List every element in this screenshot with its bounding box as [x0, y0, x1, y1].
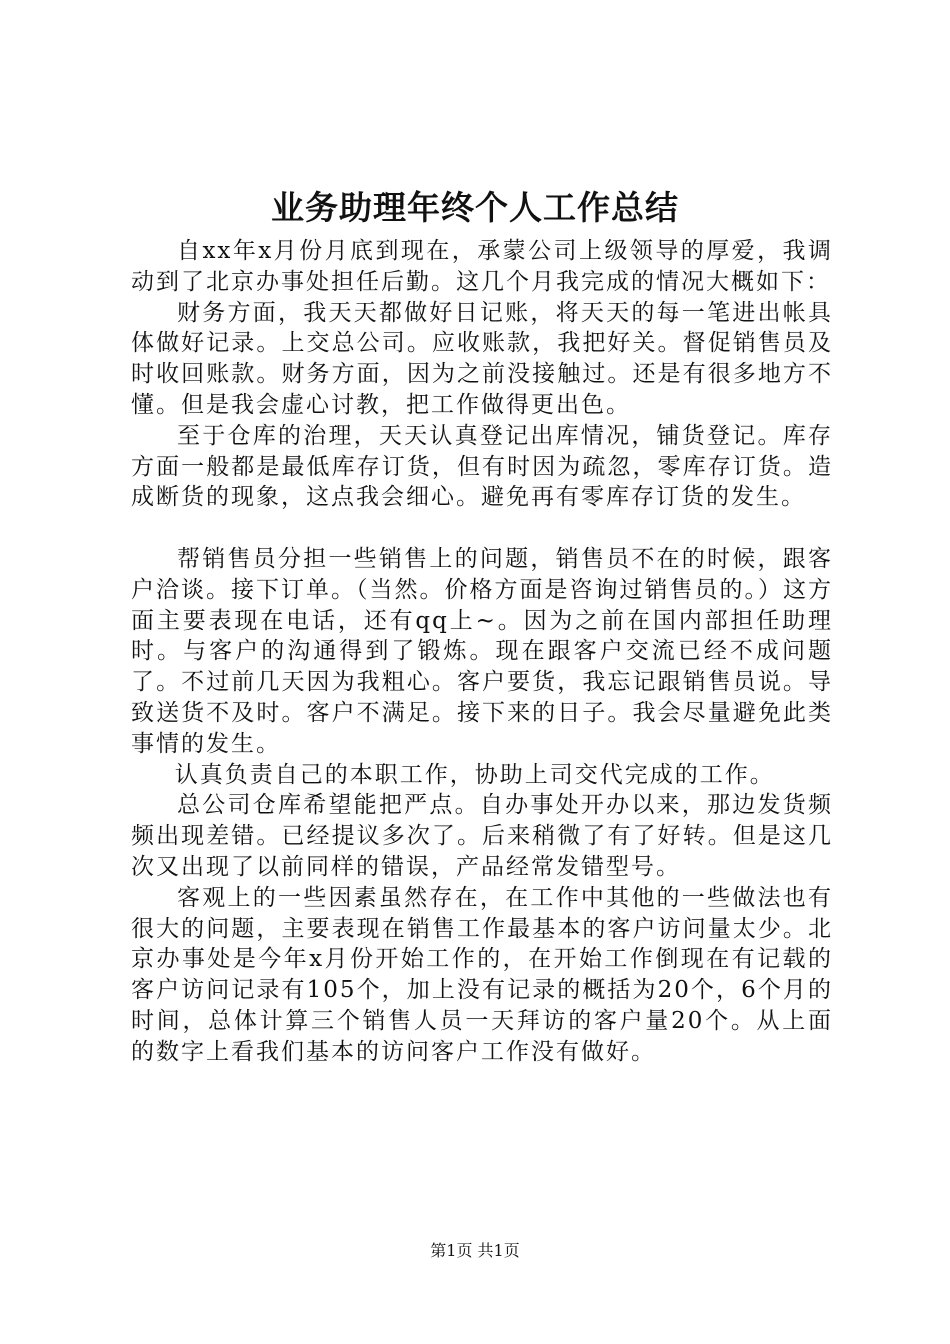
paragraph-spacer	[131, 513, 833, 544]
paragraph-finance: 财务方面，我天天都做好日记账，将天天的每一笔进出帐具体做好记录。上交总公司。应收账款，我把好关。督促销售员及时收回账款。财务方面，因为之前没接触过。还是有很多地方不懂。但是我会虚心讨教，把工作做得更出色。	[131, 299, 833, 418]
paragraph-head-office: 总公司仓库希望能把严点。自办事处开办以来，那边发货频频出现差错。已经提议多次了。后来稍微了有了好转。但是这几次又出现了以前同样的错误，产品经常发错型号。	[131, 792, 833, 880]
document-body	[131, 236, 833, 1068]
paragraph-objective: 客观上的一些因素虽然存在，在工作中其他的一些做法也有很大的问题，主要表现在销售工作最基本的客户访问量太少。北京办事处是今年x月份开始工作的，在开始工作倒现在有记载的客户访问记录有105个，加上没有记录的概括为20个，6个月的时间，总体计算三个销售人员一天拜访的客户量20个。从上面的数字上看我们基本的访问客户工作没有做好。	[131, 884, 833, 1065]
document-title: 业务助理年终个人工作总结	[271, 188, 679, 227]
paragraph-sales-support: 帮销售员分担一些销售上的问题，销售员不在的时候，跟客户洽谈。接下订单。（当然。价格方面是咨询过销售员的。）这方面主要表现在电话，还有qq上~。因为之前在国内部担任助理时。与客户的沟通得到了锻炼。现在跟客户交流已经不成问题了。不过前几天因为我粗心。客户要货，我忘记跟销售员说。导致送货不及时。客户不满足。接下来的日子。我会尽量避免此类事情的发生。	[131, 545, 833, 757]
paragraph-intro: 自xx年x月份月底到现在，承蒙公司上级领导的厚爱，我调动到了北京办事处担任后勤。这几个月我完成的情况大概如下：	[131, 238, 833, 295]
paragraph-duty: 认真负责自己的本职工作，协助上司交代完成的工作。	[174, 761, 775, 788]
page-footer: 第1页 共1页	[430, 1241, 520, 1260]
paragraph-warehouse: 至于仓库的治理，天天认真登记出库情况，铺货登记。库存方面一般都是最低库存订货，但有时因为疏忽，零库存订货。造成断货的现象，这点我会细心。避免再有零库存订货的发生。	[131, 422, 833, 511]
